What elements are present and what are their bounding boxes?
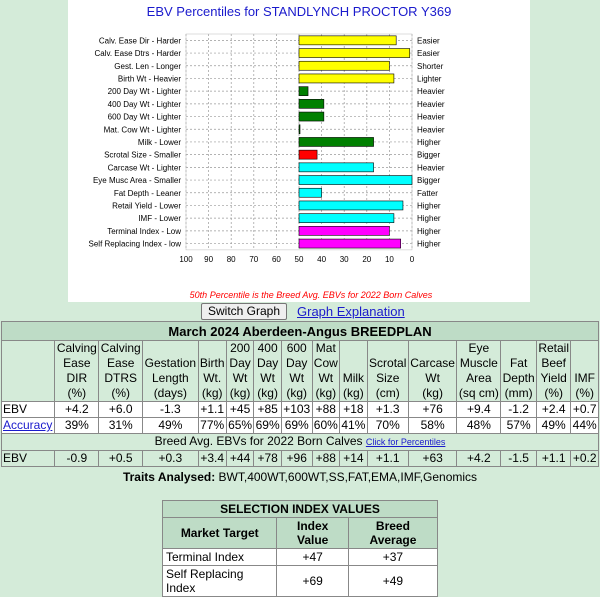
- trait-label-right: Fatter: [417, 188, 438, 198]
- ebv-header-line: Wt.: [203, 371, 222, 385]
- ebv-header-line: (%): [575, 386, 594, 400]
- chart-title: EBV Percentiles for STANDLYNCH PROCTOR Y369: [146, 4, 452, 19]
- percentile-bar: [299, 176, 412, 185]
- ebv-header-9: [367, 341, 408, 402]
- trait-label-right: Heavier: [417, 99, 445, 109]
- accuracy-cell: 49%: [143, 418, 198, 434]
- accuracy-link[interactable]: Accuracy: [2, 418, 55, 434]
- ebv-header-line: Depth: [502, 371, 535, 385]
- si-header-market-target: Market Target: [163, 518, 277, 549]
- ebv-cell: +6.0: [99, 402, 143, 418]
- ebv-header-line: Wt: [318, 371, 334, 385]
- x-tick-label: 90: [204, 254, 214, 264]
- trait-label-left: Calv. Ease Dtrs - Harder: [94, 49, 181, 59]
- ebv-header-line: Wt: [232, 371, 248, 385]
- ebv-header-line: Milk: [342, 371, 365, 385]
- ebv-header-line: (%): [111, 386, 131, 400]
- trait-label-right: Bigger: [417, 150, 441, 160]
- percentiles-link[interactable]: Click for Percentiles: [365, 437, 446, 447]
- trait-label-left: Calv. Ease Dir - Harder: [98, 36, 181, 46]
- ebv-header-line: Area: [466, 371, 492, 385]
- accuracy-cell: 41%: [341, 418, 366, 432]
- traits-value: BWT,400WT,600WT,SS,FAT,EMA,IMF,Genomics: [218, 470, 478, 484]
- trait-label-left: Gest. Len - Longer: [114, 61, 181, 71]
- switch-graph-button[interactable]: Switch Graph: [201, 303, 287, 320]
- ebv-cell: +103: [283, 402, 311, 416]
- x-tick-label: 40: [317, 254, 327, 264]
- breed-avg-cell: +1.1: [537, 451, 571, 467]
- accuracy-cell: 69%: [255, 418, 280, 432]
- percentile-bar: [299, 36, 396, 45]
- ebv-cell: +0.7: [572, 402, 597, 416]
- ebv-header-line: Day: [286, 356, 308, 370]
- percentile-bar: [299, 125, 300, 134]
- selection-index-table: [162, 500, 438, 597]
- ebv-row-label: EBV: [2, 402, 55, 418]
- ebv-header-0: [55, 341, 99, 402]
- trait-label-left: Milk - Lower: [137, 137, 181, 147]
- trait-label-right: Heavier: [417, 163, 445, 173]
- ebv-header-line: Ease: [63, 356, 91, 370]
- ebv-header-line: [369, 341, 407, 356]
- ebv-header-line: Wt: [289, 371, 305, 385]
- trait-label-right: Higher: [417, 226, 441, 236]
- ebv-header-11: [457, 341, 501, 402]
- ebv-header-line: [341, 341, 366, 356]
- trait-label-right: Heavier: [417, 87, 445, 97]
- x-tick-label: 30: [339, 254, 349, 264]
- breed-avg-cell: +96: [281, 451, 312, 467]
- percentile-bar: [299, 74, 394, 83]
- ebv-header-line: Birth: [199, 356, 225, 370]
- x-tick-label: 20: [362, 254, 372, 264]
- x-tick-label: 60: [271, 254, 281, 264]
- ebv-header-line: (%): [67, 386, 87, 400]
- breed-avg-cell: +4.2: [457, 451, 501, 467]
- percentile-bar: [299, 61, 389, 70]
- ebv-header-line: Gestation: [144, 356, 197, 370]
- ebv-cell: +76: [408, 402, 457, 418]
- breed-avg-cell: +78: [254, 451, 282, 467]
- accuracy-cell: 70%: [367, 418, 408, 434]
- ebv-table-title: March 2024 Aberdeen-Angus BREEDPLAN: [2, 322, 599, 341]
- percentile-bar: [299, 137, 374, 146]
- accuracy-cell: 65%: [228, 418, 253, 432]
- traits-analysed: [0, 470, 600, 484]
- si-header-breed-average: Breed Average: [348, 518, 437, 549]
- trait-label-left: Terminal Index - Low: [107, 226, 181, 236]
- ebv-header-line: [572, 356, 597, 371]
- ebv-header-line: [144, 341, 196, 356]
- ebv-table: [1, 321, 599, 467]
- ebv-header-line: Muscle: [459, 356, 498, 370]
- ebv-percentile-chart: [68, 0, 530, 302]
- ebv-cell: +9.4: [457, 402, 501, 418]
- breed-avg-cell: -1.5: [501, 451, 537, 467]
- si-value-terminal: +47: [277, 549, 348, 566]
- ebv-cell: +18: [340, 402, 368, 418]
- breed-avg-cell: +63: [408, 451, 457, 467]
- ebv-header-line: Calving: [56, 341, 97, 355]
- si-target-terminal: Terminal Index: [163, 549, 277, 566]
- breed-avg-cell: +88: [312, 451, 340, 467]
- ebv-header-line: (kg): [286, 386, 308, 400]
- ebv-header-6: [281, 341, 312, 402]
- ebv-header-line: [341, 356, 366, 371]
- accuracy-cell: 44%: [572, 418, 597, 432]
- ebv-header-line: Size: [376, 371, 400, 385]
- ebv-cell: -1.2: [501, 402, 537, 418]
- ebv-header-line: Ease: [107, 356, 135, 370]
- x-tick-label: 80: [226, 254, 236, 264]
- x-tick-label: 70: [249, 254, 259, 264]
- x-tick-label: 0: [409, 254, 415, 264]
- accuracy-cell: 69%: [281, 418, 312, 434]
- percentile-bar: [299, 163, 374, 172]
- ebv-header-line: Beef: [541, 356, 567, 370]
- ebv-header-line: 200: [230, 341, 251, 355]
- chart-footnote: 50th Percentile is the Breed Avg. EBVs for 2022 Born Calves: [189, 290, 433, 300]
- ebv-header-line: (days): [153, 386, 188, 400]
- x-tick-label: 100: [179, 254, 193, 264]
- percentile-bar: [299, 239, 401, 248]
- si-header-index-value: Index Value: [277, 518, 348, 549]
- breed-avg-cell: +0.3: [143, 451, 198, 467]
- ebv-cell: +1.1: [198, 402, 226, 418]
- trait-label-right: Heavier: [417, 112, 445, 122]
- si-value-self-replacing: +69: [277, 566, 348, 597]
- ebv-header-line: (cm): [375, 386, 400, 400]
- ebv-cell: +45: [226, 402, 254, 418]
- header-blank: [2, 341, 55, 402]
- ebv-header-line: Cow: [313, 356, 338, 370]
- traits-label: Traits Analysed:: [122, 470, 216, 484]
- accuracy-cell: 48%: [457, 418, 501, 434]
- ebv-header-line: Length: [152, 371, 189, 385]
- trait-label-right: Higher: [417, 137, 441, 147]
- percentile-bar: [299, 150, 317, 159]
- breed-avg-cell: +0.2: [572, 451, 597, 465]
- trait-label-left: IMF - Lower: [138, 214, 181, 224]
- ebv-header-line: (mm): [504, 386, 533, 400]
- ebv-header-14: [571, 341, 599, 402]
- ebv-header-13: [537, 341, 571, 402]
- ebv-header-line: Calving: [100, 341, 141, 355]
- ebv-header-10: [408, 341, 457, 402]
- trait-label-left: Mat. Cow Wt - Lighter: [103, 125, 181, 135]
- ebv-header-line: 600: [286, 341, 307, 355]
- ebv-header-line: (sq cm): [458, 386, 499, 400]
- accuracy-cell: 58%: [408, 418, 457, 434]
- ebv-header-line: [502, 341, 535, 356]
- ebv-header-line: Carcase: [410, 356, 455, 370]
- accuracy-cell: 60%: [313, 418, 338, 432]
- breed-avg-cell: +0.5: [99, 451, 143, 467]
- trait-label-left: Carcase Wt - Lighter: [107, 163, 181, 173]
- trait-label-left: Self Replacing Index - low: [88, 239, 181, 249]
- ebv-header-line: DIR: [66, 371, 88, 385]
- ebv-cell: +1.3: [367, 402, 408, 418]
- ebv-header-line: 400: [257, 341, 278, 355]
- ebv-header-3: [198, 341, 226, 402]
- ebv-cell: +88: [312, 402, 340, 418]
- ebv-header-line: DTRS: [104, 371, 138, 385]
- accuracy-cell: 31%: [99, 418, 143, 434]
- percentile-bar: [299, 201, 403, 210]
- ebv-header-line: (kg): [201, 386, 223, 400]
- breed-avg-heading: [2, 434, 599, 451]
- ebv-cell: +2.4: [537, 402, 571, 418]
- trait-label-right: Easier: [417, 36, 440, 46]
- trait-label-left: Scrotal Size - Smaller: [104, 150, 181, 160]
- ebv-header-line: Day: [256, 356, 279, 370]
- ebv-header-line: (%): [544, 386, 563, 400]
- percentile-bar: [299, 87, 308, 96]
- trait-label-right: Lighter: [417, 74, 442, 84]
- accuracy-cell: 57%: [501, 418, 537, 434]
- ebv-header-2: [143, 341, 198, 402]
- ebv-header-line: Day: [229, 356, 251, 370]
- si-target-self-replacing: Self Replacing Index: [163, 566, 277, 597]
- breed-avg-title: Breed Avg. EBVs for 2022 Born Calves: [154, 434, 363, 448]
- breed-avg-row-label: EBV: [2, 451, 55, 467]
- ebv-header-line: (kg): [229, 386, 251, 400]
- ebv-header-4: [226, 341, 254, 402]
- ebv-header-line: IMF: [574, 371, 595, 385]
- ebv-header-5: [254, 341, 282, 402]
- ebv-header-line: [572, 341, 597, 356]
- accuracy-cell: 39%: [55, 418, 99, 434]
- selection-index-title: SELECTION INDEX VALUES: [163, 501, 438, 518]
- graph-explanation-link[interactable]: Graph Explanation: [297, 304, 405, 319]
- x-tick-label: 50: [294, 254, 304, 264]
- ebv-cell: +85: [254, 402, 282, 418]
- percentile-bar: [299, 226, 389, 235]
- trait-label-right: Easier: [417, 49, 440, 59]
- percentile-bar: [299, 214, 394, 223]
- percentile-bar: [299, 49, 410, 58]
- ebv-header-line: [410, 341, 456, 356]
- breed-avg-cell: +3.4: [198, 451, 226, 467]
- ebv-header-line: Retail: [538, 341, 570, 355]
- ebv-header-line: Yield: [540, 371, 567, 385]
- breed-avg-cell: +1.1: [367, 451, 408, 467]
- ebv-header-line: Wt: [425, 371, 440, 385]
- percentile-bar: [299, 188, 322, 197]
- ebv-header-line: (kg): [343, 386, 364, 400]
- trait-label-left: Birth Wt - Heavier: [117, 74, 181, 84]
- trait-label-left: Fat Depth - Leaner: [113, 188, 181, 198]
- breed-avg-cell: -0.9: [55, 451, 99, 467]
- x-tick-label: 10: [384, 254, 394, 264]
- ebv-header-line: Fat: [509, 356, 528, 370]
- ebv-header-line: Mat: [315, 341, 336, 355]
- accuracy-cell: 77%: [198, 418, 226, 434]
- ebv-header-line: Wt: [260, 371, 275, 385]
- ebv-header-line: Eye: [468, 341, 490, 355]
- breed-avg-cell: +14: [340, 451, 368, 467]
- breed-avg-cell: +44: [226, 451, 254, 467]
- ebv-cell: +4.2: [55, 402, 99, 418]
- trait-label-right: Higher: [417, 201, 441, 211]
- trait-label-left: Retail Yield - Lower: [112, 201, 181, 211]
- chart-svg: [68, 0, 530, 302]
- trait-label-right: Higher: [417, 214, 441, 224]
- trait-label-right: Higher: [417, 239, 441, 249]
- percentile-bar: [299, 112, 324, 121]
- trait-label-left: 600 Day Wt - Lighter: [107, 112, 181, 122]
- ebv-header-12: [501, 341, 537, 402]
- ebv-header-line: [200, 341, 225, 356]
- trait-label-left: 200 Day Wt - Lighter: [107, 87, 181, 97]
- trait-label-left: Eye Musc Area - Smaller: [92, 176, 181, 186]
- trait-label-right: Bigger: [417, 176, 441, 186]
- trait-label-right: Heavier: [417, 125, 445, 135]
- si-average-self-replacing: +49: [348, 566, 437, 597]
- ebv-header-line: (kg): [315, 386, 337, 400]
- trait-label-left: 400 Day Wt - Lighter: [107, 99, 181, 109]
- si-average-terminal: +37: [348, 549, 437, 566]
- trait-label-right: Shorter: [417, 61, 444, 71]
- percentile-bar: [299, 99, 324, 108]
- ebv-header-8: [340, 341, 368, 402]
- ebv-header-line: (kg): [257, 386, 278, 400]
- ebv-cell: -1.3: [143, 402, 198, 418]
- accuracy-cell: 49%: [537, 418, 571, 434]
- ebv-header-line: (kg): [422, 386, 443, 400]
- ebv-header-1: [99, 341, 143, 402]
- ebv-header-line: Scrotal: [369, 356, 407, 370]
- ebv-header-7: [312, 341, 340, 402]
